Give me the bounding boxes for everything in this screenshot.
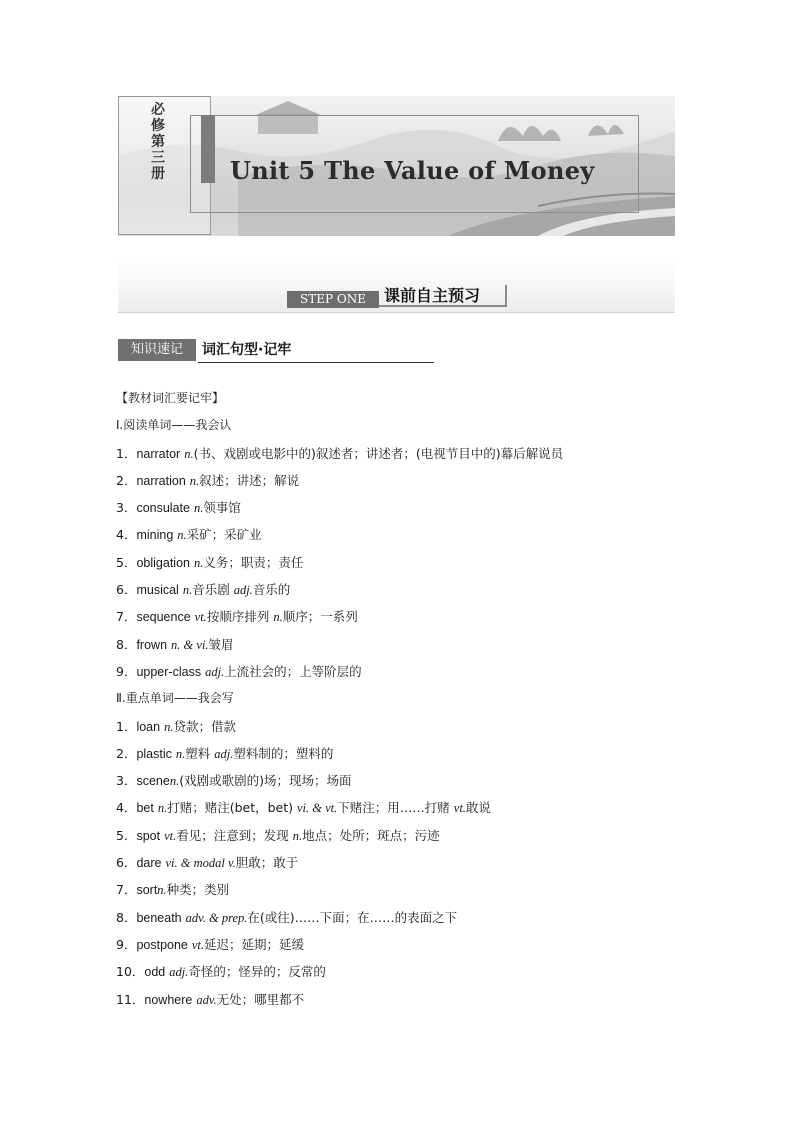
part1-title: Ⅰ.阅读单词——我会认 [116,418,232,433]
vocab-item: 4．mining n.采矿；采矿业 [116,527,262,543]
vocab-item: 1．loan n.贷款；借款 [116,718,236,734]
vocab-item: 9．postpone vt.延迟；延期；延缓 [116,936,305,952]
vocab-item: 10．odd adj.奇怪的；怪异的；反常的 [116,964,326,980]
title-accent-bar [201,115,215,183]
vocab-header: 【教材词汇要记牢】 [116,391,225,405]
step-title: 课前自主预习 [379,285,507,307]
vocab-item: 4．bet n.打赌；赌注(bet，bet) vi. & vt.下赌注；用……打赌 vt.敢说 [116,800,491,816]
vocab-item: 11．nowhere adv.无处；哪里都不 [116,991,305,1007]
section-badge: 知识速记 [118,339,196,361]
step-tag: STEP ONE [287,291,379,308]
vocab-item: 3．scenen.(戏剧或歌剧的)场；现场；场面 [116,773,352,789]
section-underline [198,362,434,363]
vocab-item: 7．sortn.种类；类别 [116,882,230,898]
vocab-item: 8．beneath adv. & prep.在(或往)……下面；在……的表面之下 [116,909,458,925]
vocab-item: 6．musical n.音乐剧 adj.音乐的 [116,582,291,598]
part2-title: Ⅱ.重点单词——我会写 [116,691,234,706]
vocab-item: 7．sequence vt.按顺序排列 n.顺序；一系列 [116,609,358,625]
vocab-item: 5．spot vt.看见；注意到；发现 n.地点；处所；斑点；污迹 [116,827,440,843]
vocab-item: 9．upper-class adj.上流社会的；上等阶层的 [116,663,362,679]
vocab-item: 6．dare vi. & modal v.胆敢；敢于 [116,855,299,871]
vocab-item: 5．obligation n.义务；职责；责任 [116,554,304,570]
vocab-item: 3．consulate n.领事馆 [116,500,241,516]
volume-label: 必修第三册 [151,102,165,182]
vocab-item: 1．narrator n.(书、戏剧或电影中的)叙述者；讲述者；(电视节目中的)幕后解说员 [116,445,564,461]
vocab-item: 8．frown n. & vi.皱眉 [116,636,234,652]
step-divider [118,312,675,313]
section-title: 词汇句型·记牢 [202,342,292,358]
vocab-list [116,385,716,1013]
vocab-item: 2．narration n.叙述；讲述；解说 [116,472,300,488]
vocab-item: 2．plastic n.塑料 adj.塑料制的；塑料的 [116,745,334,761]
unit-title: Unit 5 The Value of Money [230,156,595,185]
